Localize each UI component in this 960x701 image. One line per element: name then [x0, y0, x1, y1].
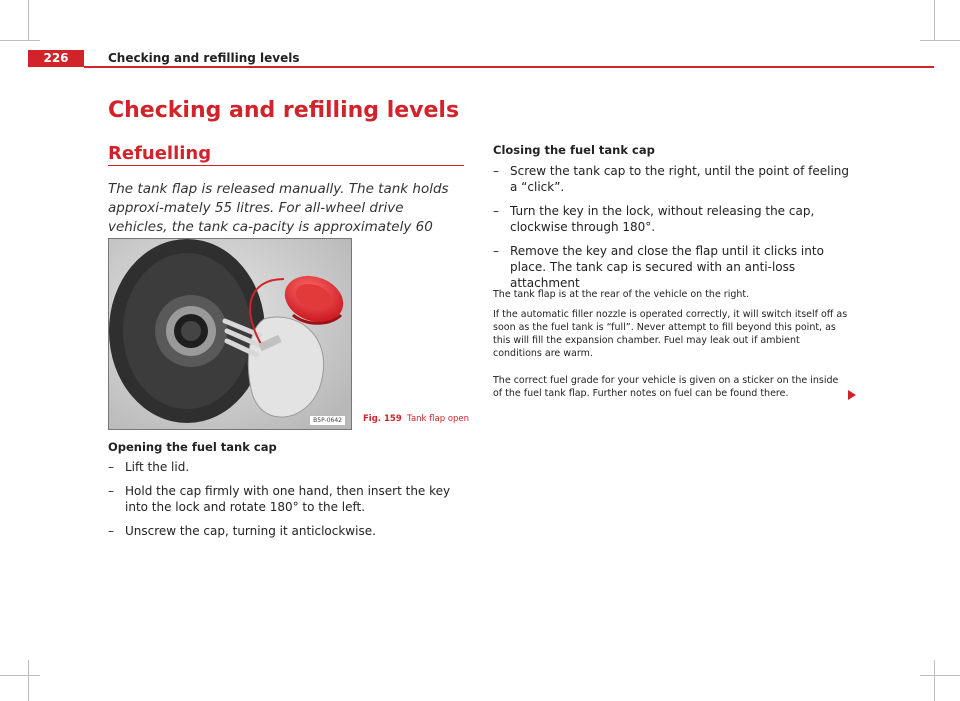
crop-mark	[28, 0, 29, 40]
note-paragraph: The tank flap is at the rear of the vehicle on the right.	[493, 289, 750, 300]
list-item: – Unscrew the cap, turning it anticlockwise.	[108, 523, 466, 539]
list-item: – Screw the tank cap to the right, until the point of feeling a “click”.	[493, 163, 850, 195]
figure-caption	[363, 414, 469, 424]
section-intro: The tank flap is released manually. The tank holds approxi-mately 55 litres. For all-wheel drive vehicles, the tank ca-pacity is approximately 60	[108, 181, 449, 235]
page-number: 226	[28, 50, 84, 67]
closing-steps	[493, 163, 850, 299]
crop-mark	[920, 675, 960, 676]
section-rule	[108, 165, 464, 166]
crop-mark	[934, 0, 935, 40]
note-paragraph: The correct fuel grade for your vehicle is given on a sticker on the inside of the fuel tank flap. Further notes on fuel can be found there.	[493, 375, 839, 399]
section-title: Refuelling	[108, 143, 212, 164]
figure-number: Fig. 159	[363, 414, 402, 424]
list-item: – Hold the cap firmly with one hand, then insert the key into the lock and rotate 180° to the left.	[108, 483, 466, 515]
crop-mark	[0, 40, 40, 41]
note-paragraph: If the automatic filler nozzle is operated correctly, it will switch itself off as soon as the fuel tank is “full”. Never attempt to fill beyond this point, as this will fill the expansion chamber. Fuel may leak out if ambient conditions are warm.	[493, 309, 848, 359]
opening-steps	[108, 459, 466, 547]
tank-flap-illustration	[109, 239, 351, 429]
continue-arrow-icon	[848, 390, 856, 400]
crop-mark	[0, 675, 40, 676]
page-title: Checking and refilling levels	[108, 98, 460, 123]
figure-id: B5P-0642	[310, 416, 345, 425]
crop-mark	[934, 660, 935, 701]
list-item: – Turn the key in the lock, without releasing the cap, clockwise through 180°.	[493, 203, 850, 235]
opening-heading: Opening the fuel tank cap	[108, 440, 277, 454]
closing-heading: Closing the fuel tank cap	[493, 143, 655, 157]
list-item: – Remove the key and close the flap until it clicks into place. The tank cap is secured with an anti-loss attachment	[493, 243, 850, 291]
crop-mark	[920, 40, 960, 41]
running-title: Checking and refilling levels	[108, 51, 300, 65]
tank-flap-figure	[108, 238, 352, 430]
list-item: – Lift the lid.	[108, 459, 466, 475]
figure-caption-text: Tank flap open	[407, 414, 470, 424]
header-rule	[84, 66, 934, 68]
crop-mark	[28, 660, 29, 701]
